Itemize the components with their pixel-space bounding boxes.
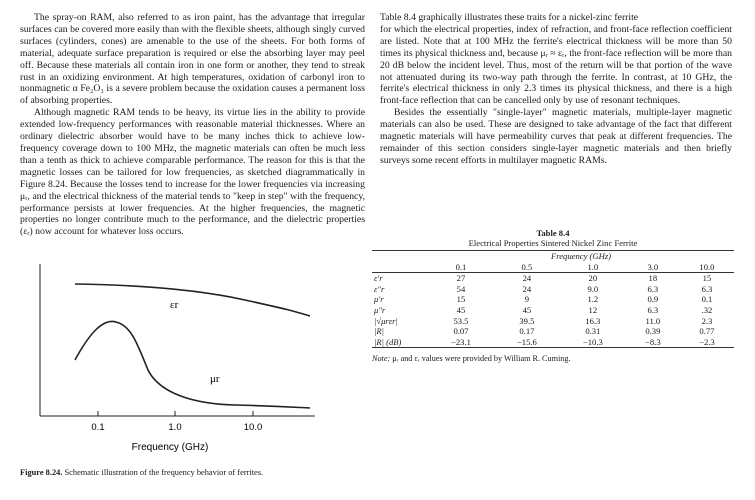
- table-cell: 0.1: [701, 294, 713, 305]
- col-header: 3.0: [647, 261, 659, 272]
- table-cell: 0.07: [453, 326, 469, 337]
- table-note: [372, 354, 734, 363]
- table-cell: 1.2: [587, 294, 599, 305]
- tick-label-0.1: 0.1: [91, 422, 105, 433]
- figure-8-24: [20, 258, 365, 458]
- table-note-label: Note:: [372, 354, 391, 364]
- tick-label-10.0: 10.0: [243, 422, 263, 433]
- paragraph-table-intro: Table 8.4 graphically illustrates these traits for a nickel-zinc ferrite: [380, 12, 639, 23]
- table-cell: 53.5: [453, 315, 469, 326]
- table-cell: 54: [456, 283, 466, 294]
- table-cell: 0.77: [699, 326, 715, 337]
- paragraph-ferrite-properties: for which the electrical properties, index of refraction, and front-face reflection coefficient are listed. Note that at 100 MHz the ferrite's electrical thickness will be more than 50 times its physical thickness and, because μᵣ ≈ εᵣ, the front-face reflection will be more than 20 dB below the incident level. Thus, most of the return will be that portion of the wave not attenuated during its two-way path through the ferrite. In contrast, at 10 GHz, the ferrite's electrical thickness in only 2.3 times its physical thickness, and there is a high front-face reflection that can be cancelled only by use of resonant techniques.: [380, 23, 732, 107]
- table-cell: 6.3: [647, 283, 659, 294]
- paragraph-magnetic-ram: Although magnetic RAM tends to be heavy, its virtue lies in the ability to provide extended low-frequency performances with reasonable material thicknesses. Where an ordinary dielectric absorber would have to be many inches thick to achieve low-frequency coverage down to 100 MHz, the magnetic materials can often be much less than a tenth as thick to achieve comparable performance. The reason for this is that the magnetic losses can be tailored for low frequencies, as sketched diagrammatically in Figure 8.24. Because the losses tend to increase for the lower frequencies via increasing μᵣ, and the electrical thickness of the material tends to "keep in step" with the frequency, performance persists at lower frequencies. At the higher frequencies, the magnetic properties no longer contribute much to the performance, and the dielectric properties (εᵣ) now account for whatever loss occurs.: [20, 107, 365, 238]
- row-label: μ′r: [374, 294, 384, 305]
- table-cell: .32: [701, 304, 713, 315]
- table-row: [372, 326, 734, 337]
- table-cell: 20: [588, 273, 598, 284]
- table-cell: 2.3: [701, 315, 713, 326]
- table-cell: 18: [648, 273, 658, 284]
- table-cell: −8.3: [645, 336, 661, 347]
- table-cell: 9: [524, 294, 530, 305]
- table-cell: −23.1: [451, 336, 471, 347]
- figure-caption-label: Figure 8.24.: [20, 468, 63, 477]
- table-row: [372, 284, 734, 295]
- x-axis-label: Frequency (GHz): [131, 442, 209, 453]
- row-label: ε″r: [374, 283, 385, 294]
- table-row: [372, 294, 734, 305]
- table-cell: 24: [522, 273, 532, 284]
- right-text-column: [380, 12, 732, 167]
- table-cell: 11.0: [645, 315, 661, 326]
- table-cell: 0.39: [645, 326, 661, 337]
- table-cell: 0.9: [647, 294, 659, 305]
- table-row: [372, 316, 734, 327]
- table-cell: 9.0: [587, 283, 599, 294]
- left-text-column: [20, 12, 365, 238]
- row-label: |R| (dB): [374, 336, 402, 347]
- figure-caption: [20, 468, 263, 477]
- eps-r-label: εr: [170, 299, 179, 311]
- table-cell: −2.3: [699, 336, 715, 347]
- paragraph-spray-on-ram: The spray-on RAM, also referred to as iron paint, has the advantage that irregular surfaces can be covered more easily than with the flexible sheets, although singly curved surfaces (cylinders, cones) are amenable to the use of the sheets. For both forms of material, adequate surface preparation is required or else the absorbing layer may peel off. Because these materials all contain iron in one form or another, they tend to streak rust in an oxidizing environment. At high temperatures, oxidation of carbonyl iron to nonmagnetic α Fe₂O₃ is a severe problem because the oxidation causes a permanent loss of absorbing properties.: [20, 12, 365, 107]
- table-number: Table 8.4: [536, 228, 570, 238]
- table-cell: 0.31: [585, 326, 601, 337]
- col-header: 1.0: [587, 261, 599, 272]
- properties-table: [372, 250, 734, 348]
- table-cell: 16.3: [585, 315, 601, 326]
- row-label: |R|: [374, 326, 384, 337]
- table-cell: 24: [522, 283, 532, 294]
- table-row: [372, 305, 734, 316]
- table-cell: 0.17: [519, 326, 535, 337]
- table-row: [372, 337, 734, 348]
- frequency-group-header: Frequency (GHz): [550, 251, 612, 261]
- paragraph-multilayer: Besides the essentially "single-layer" magnetic materials, multiple-layer magnetic materials can also be used. These are designed to take advantage of the fact that different magnetic materials will have permeability curves that peak at different frequencies. The remainder of this section considers single-layer magnetic materials and then briefly surveys some recent efforts in multilayer magnetic RAMs.: [380, 107, 732, 166]
- table-cell: 6.3: [647, 304, 659, 315]
- table-row: [372, 273, 734, 284]
- row-label: ε′r: [374, 273, 383, 284]
- tick-label-1.0: 1.0: [168, 422, 182, 433]
- table-cell: 15: [456, 294, 466, 305]
- col-header: 0.1: [455, 261, 467, 272]
- table-cell: 6.3: [701, 283, 713, 294]
- table-title: Electrical Properties Sintered Nickel Zinc Ferrite: [468, 238, 638, 248]
- table-cell: −10.3: [582, 336, 603, 347]
- table-cell: 39.5: [519, 315, 535, 326]
- ferrite-frequency-plot: [20, 258, 365, 458]
- table-cell: 45: [456, 304, 466, 315]
- table-cell: 45: [522, 304, 532, 315]
- table-cell: 15: [702, 273, 712, 284]
- row-label: |√μrεr|: [374, 315, 398, 326]
- row-label: μ″r: [374, 304, 386, 315]
- col-header: 0.5: [521, 261, 533, 272]
- table-note-text: μᵣ and εᵣ values were provided by William R. Cuming.: [392, 354, 571, 364]
- table-cell: 12: [588, 304, 598, 315]
- mu-r-label: μr: [210, 373, 220, 385]
- mu-r-curve: [75, 321, 310, 408]
- table-cell: −15.6: [516, 336, 537, 347]
- col-header: 10.0: [699, 261, 715, 272]
- figure-caption-text: Schematic illustration of the frequency behavior of ferrites.: [64, 468, 264, 477]
- eps-r-curve: [75, 284, 310, 316]
- table-cell: 27: [456, 273, 466, 284]
- table-8-4: [372, 228, 734, 363]
